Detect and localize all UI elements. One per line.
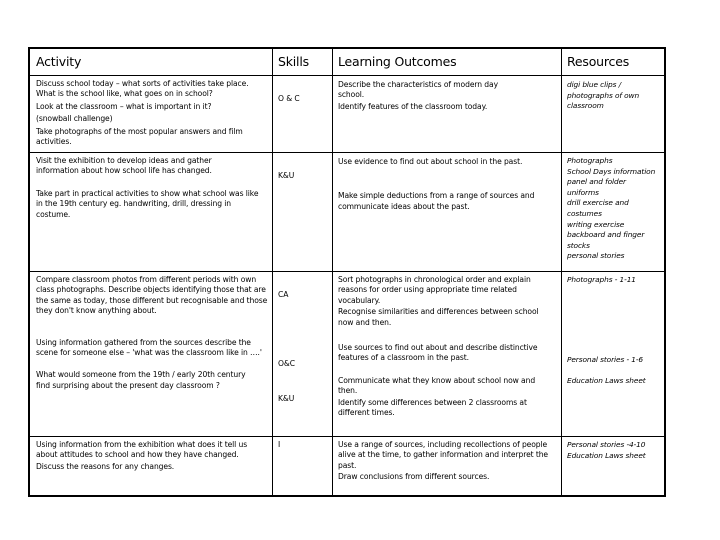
row1-resources [563, 80, 665, 112]
row2-activity [32, 156, 272, 220]
column-divider [272, 49, 273, 495]
activity-text: Using information gathered from the sources describe the scene for someone else – 'what was the classroom like in ….' [36, 337, 262, 358]
activity-text: Look at the classroom – what is important in it? [36, 101, 212, 111]
resource-text: writing exercise [567, 219, 625, 229]
activity-text: Using information from the exhibition what does it tell us about attitudes to school and how they have changed. [36, 440, 248, 460]
outcome-text: Identify features of the classroom today. [338, 101, 488, 111]
resource-text: Photographs - 1-11 [567, 275, 636, 284]
activity-text: Take part in practical activities to show what school was like in the 19th century eg. handwriting, drill, dressing in costume. [36, 188, 259, 219]
row2-resources [563, 156, 665, 262]
resource-text: Personal stories - 1-6 [567, 354, 644, 364]
resource-text: Education Laws sheet [567, 450, 646, 460]
row2-skills: K&U [278, 171, 295, 180]
row4-skills: I [278, 440, 281, 449]
outcome-text: Use evidence to find out about school in the past. [338, 157, 523, 166]
outcome-text: Use sources to find out about and describe distinctive features of a classroom in the past. [338, 343, 538, 363]
lesson-plan-table [28, 47, 666, 497]
activity-text: Discuss school today – what sorts of activities take place. What is the school like, what goes on in school? [36, 79, 249, 99]
outcome-text: Make simple deductions from a range of sources and communicate ideas about the past. [338, 191, 535, 211]
row-divider [30, 75, 664, 76]
activity-text: Visit the exhibition to develop ideas and gather information about how school life has changed. [36, 156, 212, 176]
row3-resources [563, 275, 665, 387]
outcome-text: Use a range of sources, including recollections of people alive at the time, to gather information and interpret the past. [338, 440, 549, 470]
resource-text: Education Laws sheet [567, 376, 646, 386]
resource-text: digi blue clips / photographs of own classroom [567, 80, 640, 111]
activity-text: Take photographs of the most popular answers and film activities. [36, 126, 243, 147]
resource-text: personal stories [567, 251, 625, 261]
resource-text: uniforms [567, 187, 599, 197]
outcome-text: Describe the characteristics of modern day school. [338, 80, 498, 100]
outcome-text: Identify some differences between 2 classrooms at different times. [338, 397, 527, 418]
row3-outcomes [334, 275, 560, 418]
outcome-text: Sort photographs in chronological order and explain reasons for order using appropriate time related vocabulary. [338, 275, 531, 305]
column-divider [332, 49, 333, 495]
activity-text: What would someone from the 19th / early 20th century find surprising about the present day classroom ? [36, 370, 246, 390]
resource-text: backboard and finger stocks [567, 230, 645, 250]
header-skills: Skills [278, 54, 309, 69]
header-activity: Activity [36, 54, 82, 69]
row3-activity [32, 275, 272, 391]
activity-text: (snowball challenge) [36, 114, 113, 124]
row4-resources [563, 440, 665, 461]
row4-activity [32, 440, 272, 472]
row-divider [30, 152, 664, 153]
resource-text: School Days information panel and folder [567, 166, 656, 187]
row2-outcomes [334, 157, 560, 212]
row1-activity [32, 79, 272, 147]
resource-text: drill exercise and costumes [567, 198, 629, 218]
row3-skill-oc: O&C [278, 359, 295, 368]
resource-text: Photographs [567, 156, 613, 165]
outcome-text: Communicate what they know about school now and then. [338, 375, 536, 396]
header-learning-outcomes: Learning Outcomes [338, 54, 457, 69]
column-divider [561, 49, 562, 495]
row1-skills: O & C [278, 94, 300, 103]
row3-skill-ca: CA [278, 290, 289, 299]
activity-text: Discuss the reasons for any changes. [36, 461, 175, 471]
row3-skill-ku: K&U [278, 394, 295, 403]
outcome-text: Recognise similarities and differences between school now and then. [338, 307, 539, 327]
header-resources: Resources [567, 54, 630, 69]
resource-text: Personal stories -4-10 [567, 440, 646, 449]
row-divider [30, 271, 664, 272]
row4-outcomes [334, 440, 560, 483]
row-divider [30, 436, 664, 437]
row1-outcomes [334, 80, 560, 112]
activity-text: Compare classroom photos from different periods with own class photographs. Describe objects identifying those that are the same as today, those different but recognisable and those they don't know anything about. [36, 275, 268, 316]
outcome-text: Draw conclusions from different sources. [338, 472, 490, 482]
